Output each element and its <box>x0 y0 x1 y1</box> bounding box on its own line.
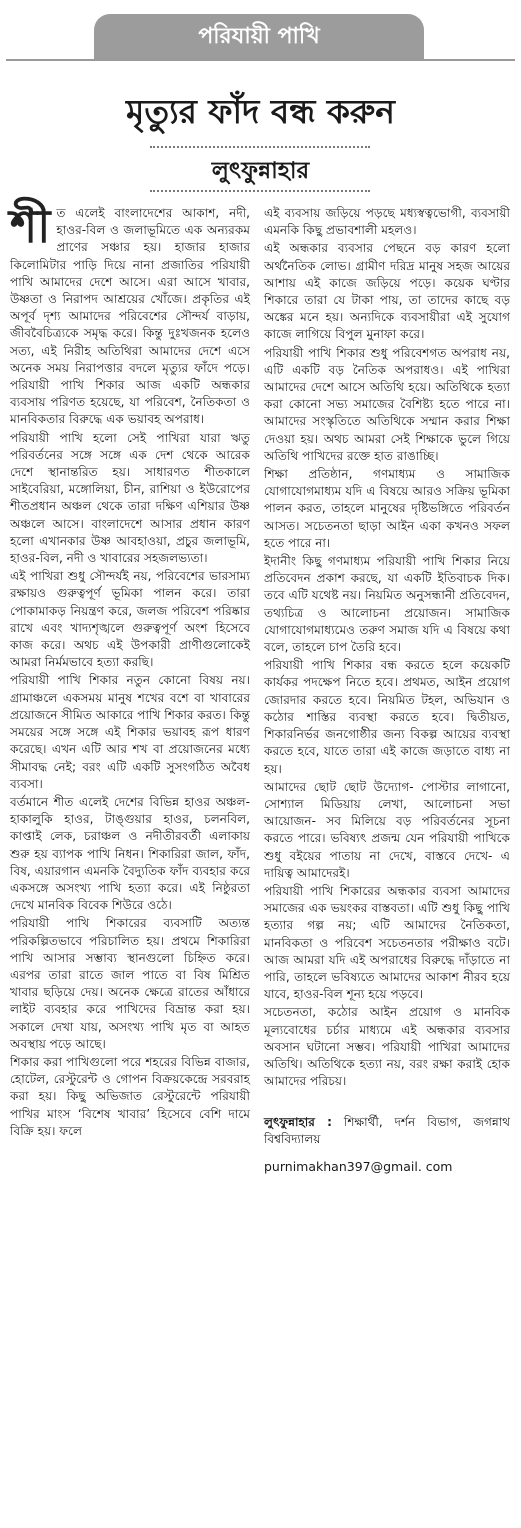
paragraph: ত এলেই বাংলাদেশের আকাশ, নদী, হাওর-বিল ও জলাভূমিতে এক অন্যরকম প্রাণের সঞ্চার হয়। হাজার হাজার কিলোমিটার পাড়ি দিয়ে নানা প্রজাতির পরিযায়ী পাখি আমাদের দেশে আসে। এরা আসে খাবার, উষ্ণতা ও নিরাপদ আশ্রয়ের খোঁজে। প্রকৃতির এই অপূর্ব দৃশ্য আমাদের পরিবেশের সৌন্দর্য বাড়ায়, জীববৈচিত্র্যকে সমৃদ্ধ করে। কিন্তু দুঃখজনক হলেও সত্য, এই নিরীহ অতিথিরা আমাদের দেশে এসে অনেক সময় নিরাপত্তার বদলে মৃত্যুর ফাঁদে পড়ে। পরিযায়ী পাখি শিকার আজ একটি অন্ধকার ব্যবসায় পরিণত হয়েছে, যা পরিবেশ, নৈতিকতা ও মানবিকতার বিরুদ্ধে এক ভয়াবহ অপরাধ। <box>10 206 250 427</box>
paragraph: ইদানীং কিছু গণমাধ্যম পরিযায়ী পাখি শিকার নিয়ে প্রতিবেদন প্রকাশ করছে, যা একটি ইতিবাচক দিক। তবে এটি যথেষ্ট নয়। নিয়মিত অনুসন্ধানী প্রতিবেদন, তথ্যচিত্র ও আলোচনা প্রয়োজন। সামাজিক যোগাযোগমাধ্যমেও তরুণ সমাজ যদি এ বিষয়ে কথা বলে, তাহলে চাপ তৈরি হবে। <box>264 554 510 655</box>
author-name: লুৎফুন্নাহার : <box>264 1115 332 1130</box>
paragraph: এই ব্যবসায় জড়িয়ে পড়ছে মধ্যস্বত্বভোগী, ব্যবসায়ী এমনকি কিছু প্রভাবশালী মহলও। <box>264 206 510 238</box>
article-column-right <box>264 205 510 1176</box>
headline: মৃত্যুর ফাঁদ বন্ধ করুন <box>126 92 395 131</box>
author-details: শিক্ষার্থী, দর্শন বিভাগ, জগন্নাথ বিশ্ববিদ্যালয় <box>264 1115 510 1147</box>
paragraph: এই পাখিরা শুধু সৌন্দর্যই নয়, পরিবেশের ভারসাম্য রক্ষায়ও গুরুত্বপূর্ণ ভূমিকা পালন করে। তারা পোকামাকড় নিয়ন্ত্রণ করে, জলজ পরিবেশ পরিষ্কার রাখে এবং খাদ্যশৃঙ্খলে গুরুত্বপূর্ণ অংশ হিসেবে কাজ করে। অথচ এই উপকারী প্রাণীগুলোকেই আমরা নির্মমভাবে হত্যা করছি। <box>10 569 250 670</box>
author-email[interactable]: purnimakhan397@gmail. com <box>264 1159 453 1175</box>
divider-dots <box>150 146 370 148</box>
byline: লুৎফুন্নাহার <box>211 158 310 184</box>
paragraph: পরিযায়ী পাখি শিকার বন্ধ করতে হলে কয়েকটি কার্যকর পদক্ষেপ নিতে হবে। প্রথমত, আইন প্রয়োগ জোরদার করতে হবে। নিয়মিত টহল, অভিযান ও কঠোর শাস্তির ব্যবস্থা করতে হবে। দ্বিতীয়ত, শিকারনির্ভর জনগোষ্ঠীর জন্য বিকল্প আয়ের ব্যবস্থা করতে হবে, যাতে তারা এই কাজে জড়াতে বাধ্য না হয়। <box>264 658 510 776</box>
paragraph: সচেতনতা, কঠোর আইন প্রয়োগ ও মানবিক মূল্যবোধের চর্চার মাধ্যমে এই অন্ধকার ব্যবসার অবসান ঘটানো সম্ভব। পরিযায়ী পাখিরা আমাদের অতিথি। অতিথিকে হত্যা নয়, বরং রক্ষা করাই হোক আমাদের পরিচয়। <box>264 1005 510 1089</box>
divider-dots <box>150 190 370 192</box>
paragraph: পরিযায়ী পাখি শিকারের ব্যবসাটি অত্যন্ত পরিকল্পিতভাবে পরিচালিত হয়। প্রথমে শিকারিরা পাখি আসার সম্ভাব্য স্থানগুলো চিহ্নিত করে। এরপর তারা রাতে জাল পাতে বা বিষ মিশ্রিত খাবার ছড়িয়ে দেয়। অনেক ক্ষেত্রে রাতের আঁধারে লাইট ব্যবহার করে পাখিদের বিভ্রান্ত করা হয়। সকালে দেখা যায়, অসংখ্য পাখি মৃত বা আহত অবস্থায় পড়ে আছে। <box>10 916 250 1051</box>
paragraph: পরিযায়ী পাখি শিকার নতুন কোনো বিষয় নয়। গ্রামাঞ্চলে একসময় মানুষ শখের বশে বা খাবারের প্রয়োজনে সীমিত আকারে পাখি শিকার করত। কিন্তু সময়ের সঙ্গে সঙ্গে এই শিকার ভয়াবহ রূপ ধারণ করেছে। এখন এটি আর শখ বা প্রয়োজনের মধ্যে সীমাবদ্ধ নেই; বরং এটি একটি সুসংগঠিত অবৈধ ব্যবসা। <box>10 673 250 791</box>
paragraph: আমাদের ছোট ছোট উদ্যোগ- পোস্টার লাগানো, সোশ্যাল মিডিয়ায় লেখা, আলোচনা সভা আয়োজন- সব মিলিয়ে বড় পরিবর্তনের সূচনা করতে পারে। ভবিষ্যৎ প্রজন্ম যেন পরিযায়ী পাখিকে শুধু বইয়ের পাতায় না দেখে, বাস্তবে দেখে- এ দায়িত্ব আমাদেরই। <box>264 779 510 880</box>
paragraph: পরিযায়ী পাখি হলো সেই পাখিরা যারা ঋতু পরিবর্তনের সঙ্গে সঙ্গে এক দেশ থেকে আরেক দেশে স্থানান্তরিত হয়। সাধারণত শীতকালে সাইবেরিয়া, মঙ্গোলিয়া, চীন, রাশিয়া ও ইউরোপের শীতপ্রধান অঞ্চল থেকে তারা দক্ষিণ এশিয়ার উষ্ণ অঞ্চলে আসে। বাংলাদেশে আসার প্রধান কারণ হলো এখানকার উষ্ণ আবহাওয়া, প্রচুর জলাভূমি, হাওর-বিল, নদী ও খাবারের সহজলভ্যতা। <box>10 430 250 566</box>
paragraph: শিক্ষা প্রতিষ্ঠান, গণমাধ্যম ও সামাজিক যোগাযোগমাধ্যম যদি এ বিষয়ে আরও সক্রিয় ভূমিকা পালন করত, তাহলে মানুষের দৃষ্টিভঙ্গিতে পরিবর্তন আসত। সচেতনতা ছাড়া আইন একা কখনও সফল হতে পারে না। <box>264 467 510 550</box>
paragraph: বর্তমানে শীত এলেই দেশের বিভিন্ন হাওর অঞ্চল- হাকালুকি হাওর, টাঙ্গুয়ার হাওর, চলনবিল, কাপ্তাই লেক, চরাঞ্চল ও নদীতীরবর্তী এলাকায় শুরু হয় ব্যাপক পাখি নিধন। শিকারিরা জাল, ফাঁদ, বিষ, এয়ারগান এমনকি বৈদ্যুতিক ফাঁদ ব্যবহার করে একসঙ্গে অসংখ্য পাখি হত্যা করে। এই নিষ্ঠুরতা দেখে মানবিক বিবেক শিউরে ওঠে। <box>10 794 250 913</box>
dropcap: শী <box>10 199 51 253</box>
author-note <box>264 1114 510 1148</box>
paragraph: পরিযায়ী পাখি শিকার শুধু পরিবেশগত অপরাধ নয়, এটি একটি বড় নৈতিক অপরাধও। এই পাখিরা আমাদের দেশে আসে অতিথি হয়ে। অতিথিকে হত্যা করা কোনো সভ্য সমাজের বৈশিষ্ট্য হতে পারে না। আমাদের সংস্কৃতিতে অতিথিকে সম্মান করার শিক্ষা দেওয়া হয়। অথচ আমরা সেই শিক্ষাকে ভুলে গিয়ে অতিথি পাখিদের রক্তে হাত রাঙাচ্ছি। <box>264 345 510 463</box>
paragraph: শিকার করা পাখিগুলো পরে শহরের বিভিন্ন বাজার, হোটেল, রেস্টুরেন্ট ও গোপন বিক্রয়কেন্দ্রে সরবরাহ করা হয়। কিছু অভিজাত রেস্টুরেন্টে পরিযায়ী পাখির মাংস ‘বিশেষ খাবার’ হিসেবে বেশি দামে বিক্রি হয়। ফলে <box>10 1054 250 1138</box>
section-label: পরিযায়ী পাখি <box>94 14 424 60</box>
paragraph: পরিযায়ী পাখি শিকারের অন্ধকার ব্যবসা আমাদের সমাজের এক ভয়ংকর বাস্তবতা। এটি শুধু কিছু পাখি হত্যার গল্প নয়; এটি আমাদের নৈতিকতা, মানবিকতা ও পরিবেশ সচেতনতার পরীক্ষাও বটে। আজ আমরা যদি এই অপরাধের বিরুদ্ধে দাঁড়াতে না পারি, তাহলে ভবিষ্যতে আমাদের আকাশ নীরব হয়ে যাবে, হাওর-বিল শূন্য হয়ে পড়বে। <box>264 883 510 1002</box>
top-rule <box>6 59 515 61</box>
article-column-left <box>10 199 250 1141</box>
paragraph: এই অন্ধকার ব্যবসার পেছনে বড় কারণ হলো অর্থনৈতিক লোভ। গ্রামীণ দরিদ্র মানুষ সহজ আয়ের আশায় এই কাজে জড়িয়ে পড়ে। কয়েক ঘণ্টার শিকারে তারা যে টাকা পায়, তা তাদের কাছে বড় অঙ্কের মনে হয়। অন্যদিকে ব্যবসায়ীরা এই সুযোগ কাজে লাগিয়ে বিপুল মুনাফা করে। <box>264 241 510 342</box>
